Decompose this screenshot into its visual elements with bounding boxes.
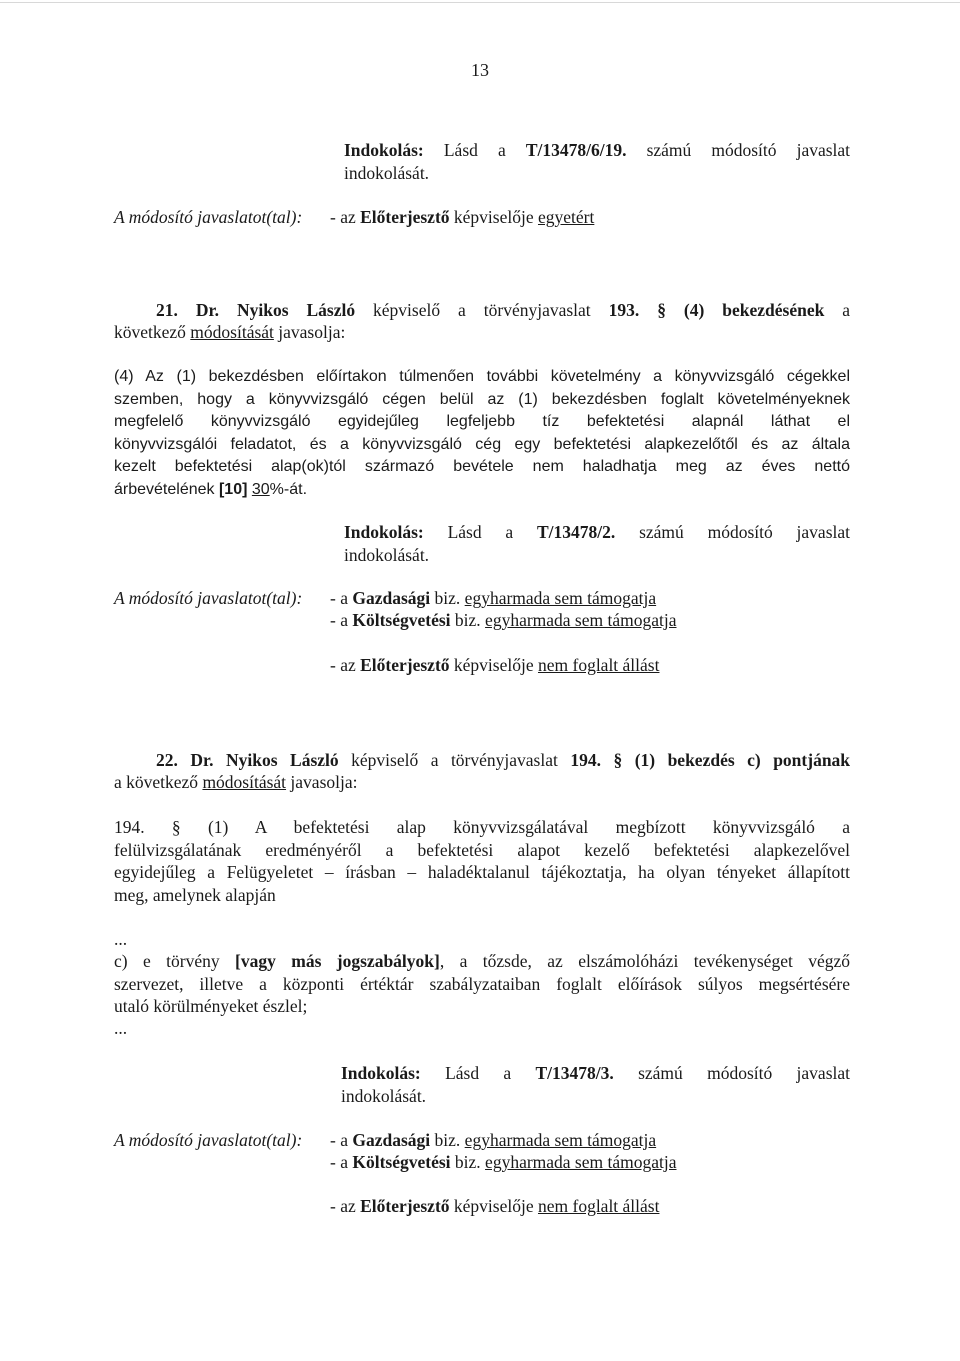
body-line: (4) Az (1) bekezdésben előírtakon túlmenően további követelmény a könyvvizsgáló cégekkel	[114, 368, 850, 385]
point-line-3: utaló körülményeket észlel;	[114, 996, 308, 1016]
deleted-text: [vagy más jogszabályok]	[235, 951, 440, 971]
title-dr: Dr.	[195, 300, 220, 320]
support-prefix: - a	[330, 1152, 348, 1172]
amendment-title-line-2	[114, 771, 357, 794]
body-line: szemben, hogy a könyvvizsgáló cégen belül az (1) bekezdésben foglalt követelményeknek	[114, 390, 850, 408]
title-line2-post: javasolja:	[278, 322, 346, 342]
section-sign: §	[657, 300, 666, 320]
support-status: nem foglalt állást	[537, 655, 660, 675]
support-prefix: - az	[330, 1196, 356, 1216]
title-line2-underlined: módosítását	[202, 772, 287, 792]
reasoning-label: Indokolás:	[344, 140, 424, 160]
reasoning-line-1	[341, 1062, 850, 1085]
support-status: egyharmada sem támogatja	[464, 588, 657, 608]
body-last-post: %-át.	[269, 480, 308, 498]
support-row	[330, 654, 659, 677]
support-mid: biz.	[454, 610, 481, 630]
support-mid: képviselője	[453, 207, 534, 227]
support-row	[330, 587, 656, 610]
amendment-21-title	[156, 299, 850, 322]
reasoning-line-2: indokolását.	[341, 1085, 427, 1106]
reasoning-line-1	[344, 521, 850, 544]
support-mid: biz.	[454, 1152, 481, 1172]
support-row	[330, 1129, 656, 1152]
reasoning-text: számú módosító javaslat	[638, 1063, 850, 1083]
support-label: A módosító javaslatot(tal):	[114, 207, 303, 227]
reasoning-text: Lásd a	[447, 522, 514, 542]
body-line: könyvvizsgálói feladatot, és a könyvvizsgáló cég egy befektetési alapkezelőtől és az általa	[114, 435, 850, 453]
support-label: A módosító javaslatot(tal):	[114, 1130, 303, 1150]
reasoning-reference: T/13478/2.	[536, 522, 616, 542]
title-mid: képviselő a törvényjavaslat	[351, 750, 558, 770]
amendment-title-line-1	[156, 299, 850, 322]
support-status: egyharmada sem támogatja	[464, 1130, 657, 1150]
section-sign: §	[613, 750, 623, 770]
amendment-number: 22.	[156, 750, 178, 770]
representative-name: Nyikos László	[226, 750, 339, 770]
point-line-2: szervezet, illetve a központi értéktár szabályzataiban foglalt előírások súlyos megsértésére	[114, 973, 850, 994]
reasoning-reference: T/13478/6/19.	[525, 140, 627, 160]
support-mid: képviselője	[453, 1196, 534, 1216]
support-status: egyetért	[537, 207, 595, 227]
reasoning-label: Indokolás:	[341, 1063, 421, 1083]
section-part: (1) bekezdés c) pontjának	[634, 750, 851, 770]
support-mid: biz.	[434, 588, 461, 608]
support-prefix: - a	[330, 1130, 348, 1150]
reasoning-line-2: indokolását.	[344, 544, 430, 565]
support-row	[330, 1151, 677, 1174]
reasoning-line-1	[344, 139, 850, 162]
reasoning-block	[344, 521, 850, 566]
title-line2-post: javasolja:	[290, 772, 358, 792]
point-post: , a tőzsde, az elszámolóházi tevékenységet végző	[439, 951, 851, 971]
reasoning-block	[341, 1062, 850, 1107]
reasoning-line-2: indokolását.	[344, 162, 430, 183]
support-entity: Gazdasági	[352, 588, 431, 608]
support-status: egyharmada sem támogatja	[485, 610, 677, 630]
support-entity: Előterjesztő	[360, 1196, 450, 1216]
support-entity: Előterjesztő	[360, 655, 450, 675]
body-line: egyidejűleg a Felügyeletet – írásban – haladéktalanul tájékoztatja, ha olyan tényeket állapított	[114, 862, 850, 882]
ellipsis: ...	[114, 1018, 128, 1038]
support-entity: Előterjesztő	[360, 207, 450, 227]
section-part: (4) bekezdésének	[683, 300, 825, 320]
reasoning-block	[344, 139, 850, 184]
reasoning-reference: T/13478/3.	[535, 1063, 614, 1083]
support-prefix: - a	[330, 610, 348, 630]
body-line: 194. § (1) A befektetési alap könyvvizsgálatával megbízott könyvvizsgáló a	[114, 817, 850, 837]
title-line2-underlined: módosítását	[190, 322, 274, 342]
title-dr: Dr.	[190, 750, 214, 770]
deleted-value: [10]	[218, 480, 248, 498]
body-line: felülvizsgálatának eredményéről a befektetési alapot kezelő befektetési alapkezelővel	[114, 839, 850, 860]
support-status: egyharmada sem támogatja	[485, 1152, 677, 1172]
support-row	[330, 609, 677, 632]
body-line: megfelelő könyvvizsgáló egyidejűleg legfeljebb tíz befektetési alapnál láthat el	[114, 413, 850, 430]
reasoning-text: Lásd a	[445, 1063, 512, 1083]
amendment-21-body	[114, 366, 850, 501]
support-status: nem foglalt állást	[537, 1196, 660, 1216]
point-line-1	[114, 950, 850, 973]
amendment-number: 21.	[156, 300, 178, 320]
amendment-22-point-c	[114, 950, 850, 1018]
title-mid: képviselő a törvényjavaslat	[373, 300, 591, 320]
support-label: A módosító javaslatot(tal):	[114, 588, 303, 608]
reasoning-text: számú módosító javaslat	[646, 140, 851, 160]
page-number: 13	[471, 60, 489, 80]
amendment-title-line-1	[156, 749, 850, 772]
section-number: 194.	[570, 750, 601, 770]
title-line2-pre: következő	[114, 322, 186, 342]
reasoning-text: számú módosító javaslat	[639, 522, 850, 542]
reasoning-label: Indokolás:	[344, 522, 424, 542]
page-top-border	[0, 2, 960, 3]
support-entity: Költségvetési	[352, 610, 451, 630]
body-last-line	[114, 479, 850, 502]
body-last-pre: árbevételének	[114, 480, 215, 498]
new-value: 30	[251, 480, 270, 498]
body-last-line: meg, amelynek alapján	[114, 884, 276, 905]
body-line: kezelt befektetési alap(ok)tól származó bevétele nem haladhatja meg az éves nettó	[114, 458, 850, 475]
support-entity: Költségvetési	[352, 1152, 451, 1172]
support-row	[330, 1195, 659, 1218]
amendment-title-line-2	[114, 321, 345, 344]
support-mid: képviselője	[453, 655, 534, 675]
support-entity: Gazdasági	[352, 1130, 431, 1150]
section-number: 193.	[608, 300, 640, 320]
support-prefix: - az	[330, 207, 356, 227]
support-row	[330, 206, 594, 229]
point-pre: c) e törvény	[114, 951, 220, 971]
ellipsis: ...	[114, 929, 128, 949]
title-end: a	[842, 300, 851, 320]
amendment-22-body	[114, 816, 850, 906]
support-prefix: - az	[330, 655, 356, 675]
reasoning-text: Lásd a	[443, 140, 506, 160]
support-prefix: - a	[330, 588, 348, 608]
title-line2-pre: a következő	[114, 772, 199, 792]
amendment-22-title	[156, 749, 850, 772]
support-mid: biz.	[434, 1130, 461, 1150]
representative-name: Nyikos László	[236, 300, 356, 320]
